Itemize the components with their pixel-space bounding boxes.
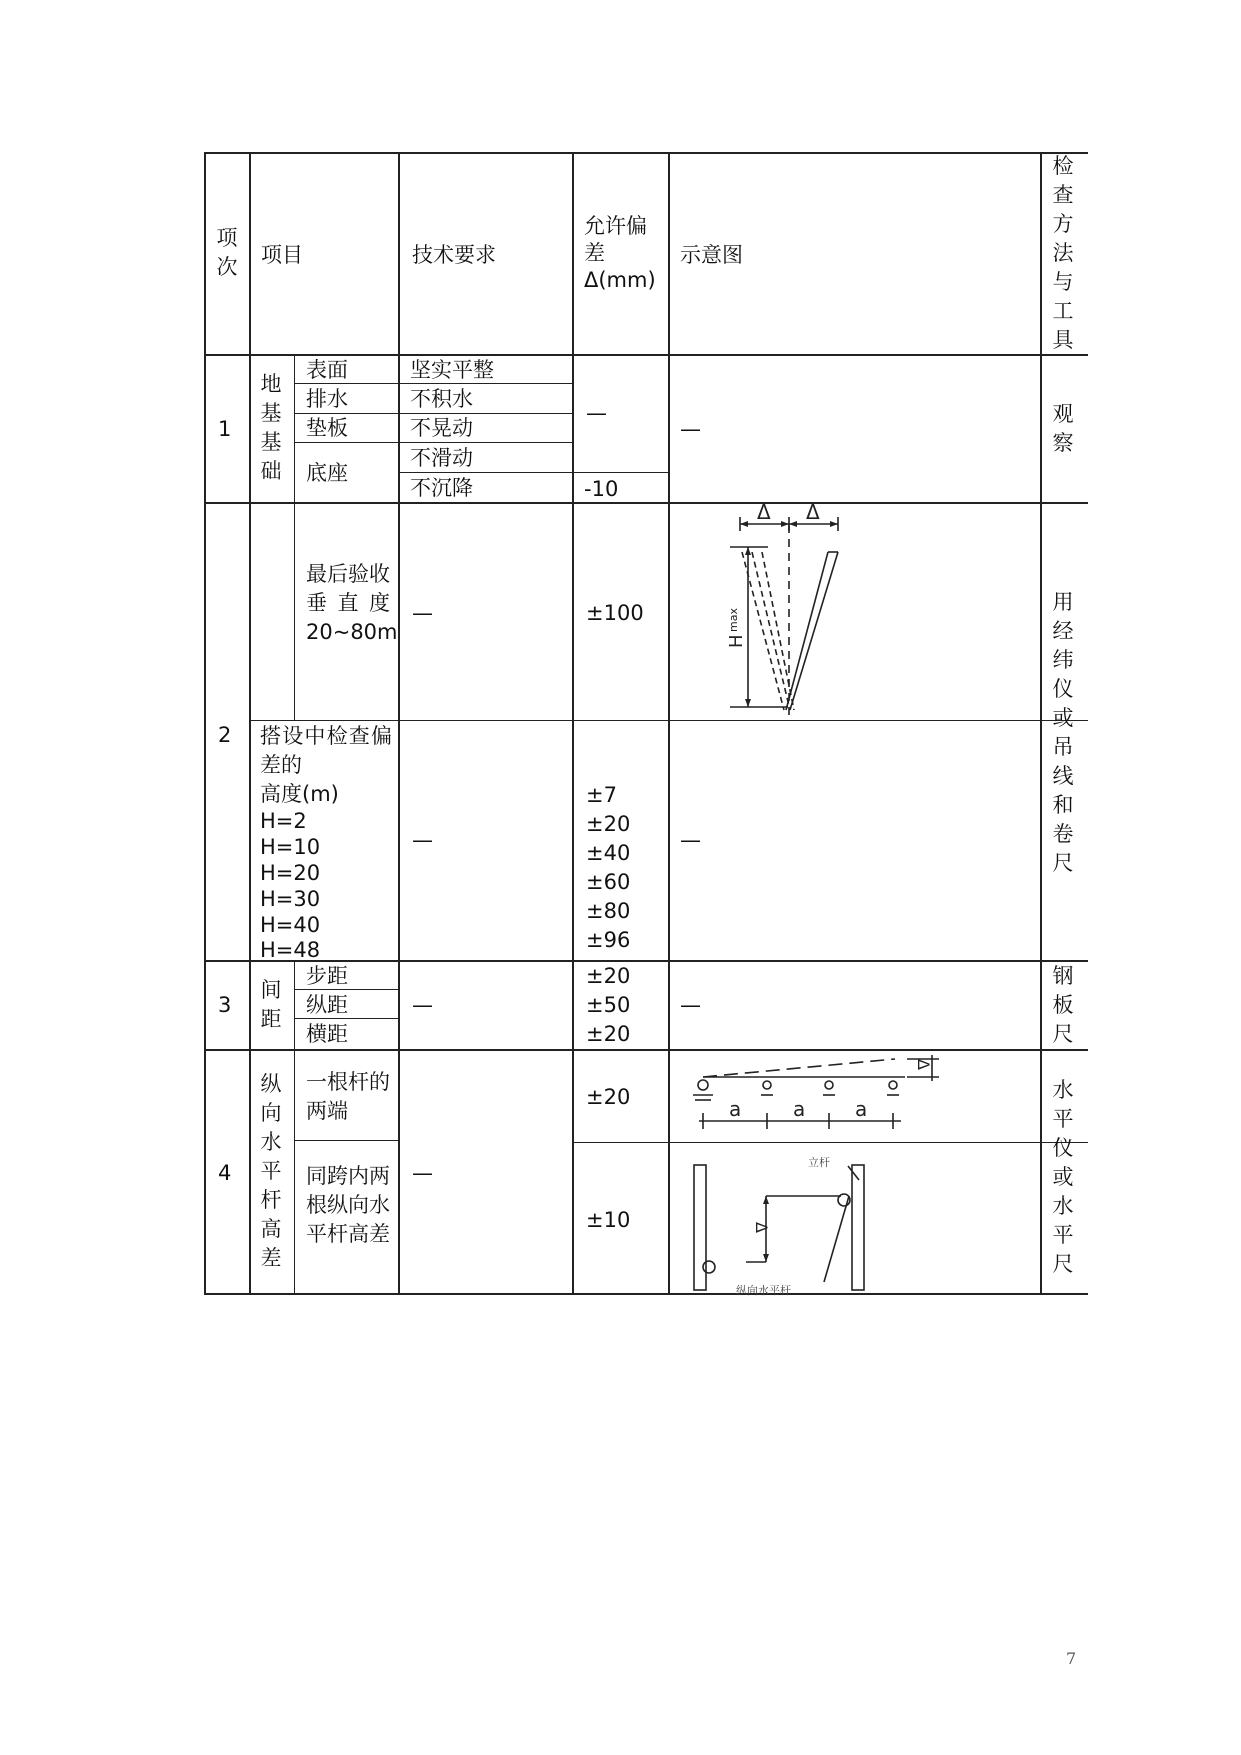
bar-level-diagram (685, 1055, 945, 1145)
row-divider (204, 502, 1088, 504)
row2-a-dev: ±100 (586, 601, 644, 625)
row3-sub: 步距 (306, 964, 348, 988)
hmax-label: H (726, 634, 747, 648)
header-requirement: 技术要求 (412, 243, 496, 267)
upright-delta-label: Δ (752, 1222, 771, 1233)
hmax-sub-label: max (727, 608, 740, 632)
row2-b-dev: ±20 (586, 812, 631, 836)
header-no: 项次 (216, 226, 238, 279)
header-diagram: 示意图 (680, 243, 743, 267)
row-divider (204, 1049, 1088, 1051)
row1-req: 不沉降 (410, 476, 473, 500)
row4-req: — (412, 1161, 433, 1185)
row3-sub: 横距 (306, 1022, 348, 1046)
verticality-diagram (690, 500, 890, 715)
row2-b-height: H=40 (260, 913, 321, 937)
row-divider (294, 442, 574, 443)
row1-req: 不滑动 (410, 446, 473, 470)
row4-a-item: 一根杆的两端 (306, 1070, 390, 1123)
upright-label: 立杆 (808, 1156, 830, 1169)
row4-b-dev: ±10 (586, 1208, 631, 1232)
col-divider (668, 152, 670, 1295)
delta-label: Δ (914, 1059, 933, 1070)
row2-b-height: H=10 (260, 835, 321, 859)
row1-req: 坚实平整 (410, 358, 494, 382)
row2-a-req: — (412, 601, 433, 625)
row-divider (294, 383, 574, 384)
row1-no: 1 (218, 417, 232, 441)
span-label-2: a (793, 1097, 806, 1121)
row1-sub-surface: 表面 (306, 358, 348, 382)
row1-sub-pad: 垫板 (306, 416, 348, 440)
row1-req: 不晃动 (410, 416, 473, 440)
row2-b-dev: ±60 (586, 870, 631, 894)
header-deviation: 允许偏差Δ(mm) (584, 214, 656, 292)
delta-left-label: Δ (757, 500, 771, 524)
col-divider (572, 152, 574, 1295)
row4-method: 水平仪或水平尺 (1052, 1078, 1074, 1276)
row2-method: 用经纬仪或吊线和卷尺 (1052, 590, 1074, 875)
row2-b-item-title: 搭设中检查偏差的 (260, 724, 392, 777)
table-bottom-border (204, 1293, 1088, 1295)
row1-category: 地基基础 (260, 372, 282, 483)
row4-no: 4 (218, 1161, 232, 1185)
row2-b-height: H=2 (260, 809, 307, 833)
col-divider (1040, 152, 1042, 1295)
header-bottom-border (204, 354, 1088, 356)
row1-deviation-dash: — (586, 401, 607, 425)
row1-method: 观察 (1052, 402, 1074, 455)
row3-diagram-dash: — (680, 993, 701, 1017)
row2-b-dev: ±96 (586, 928, 631, 952)
span-label-3: a (855, 1097, 868, 1121)
row2-b-height: H=48 (260, 938, 321, 962)
row3-dev: ±50 (586, 993, 631, 1017)
row2-b-item-height: 高度(m) (260, 782, 339, 806)
row3-req: — (412, 993, 433, 1017)
table-left-border (204, 152, 206, 1295)
row2-b-height: H=20 (260, 861, 321, 885)
row4-a-dev: ±20 (586, 1085, 631, 1109)
row-divider (294, 1140, 398, 1141)
row3-no: 3 (218, 993, 232, 1017)
page-number: 7 (1066, 1649, 1077, 1668)
row3-sub: 纵距 (306, 993, 348, 1017)
row-divider (294, 413, 574, 414)
row-divider (204, 960, 1088, 962)
header-method: 检查方法与工具 (1052, 154, 1074, 352)
row4-b-item: 同跨内两根纵向水平杆高差 (306, 1164, 390, 1246)
horizontal-bar-label: 纵向水平杆 (736, 1284, 791, 1297)
row2-b-dev: ±40 (586, 841, 631, 865)
row-divider (398, 472, 670, 473)
row1-deviation-last: -10 (584, 477, 619, 501)
row-divider (294, 989, 398, 990)
span-label-1: a (729, 1097, 742, 1121)
col-divider (294, 354, 295, 720)
col-divider (398, 152, 400, 1295)
row-divider (294, 1018, 398, 1019)
header-item: 项目 (261, 243, 303, 267)
row1-req: 不积水 (410, 387, 473, 411)
delta-right-label: Δ (806, 500, 820, 524)
row2-b-req: — (412, 828, 433, 852)
row1-sub-drainage: 排水 (306, 387, 348, 411)
table-top-border (204, 152, 1088, 154)
row2-no: 2 (218, 723, 232, 747)
row3-dev: ±20 (586, 964, 631, 988)
row3-dev: ±20 (586, 1022, 631, 1046)
row1-diagram-dash: — (680, 417, 701, 441)
row4-category: 纵向水平杆高差 (260, 1072, 282, 1270)
row2-b-dev: ±80 (586, 899, 631, 923)
row3-category: 间距 (260, 978, 282, 1031)
col-divider (294, 960, 295, 1295)
row1-sub-base: 底座 (306, 461, 348, 485)
col-divider (249, 152, 251, 1295)
row2-b-height: H=30 (260, 887, 321, 911)
uprights-diagram (684, 1144, 924, 1297)
row2-b-dev: ±7 (586, 783, 617, 807)
row3-method: 钢板尺 (1052, 964, 1074, 1046)
row2-b-diagram-dash: — (680, 828, 701, 852)
row2-a-item: 最后验收垂直度 20~80m (306, 562, 398, 644)
